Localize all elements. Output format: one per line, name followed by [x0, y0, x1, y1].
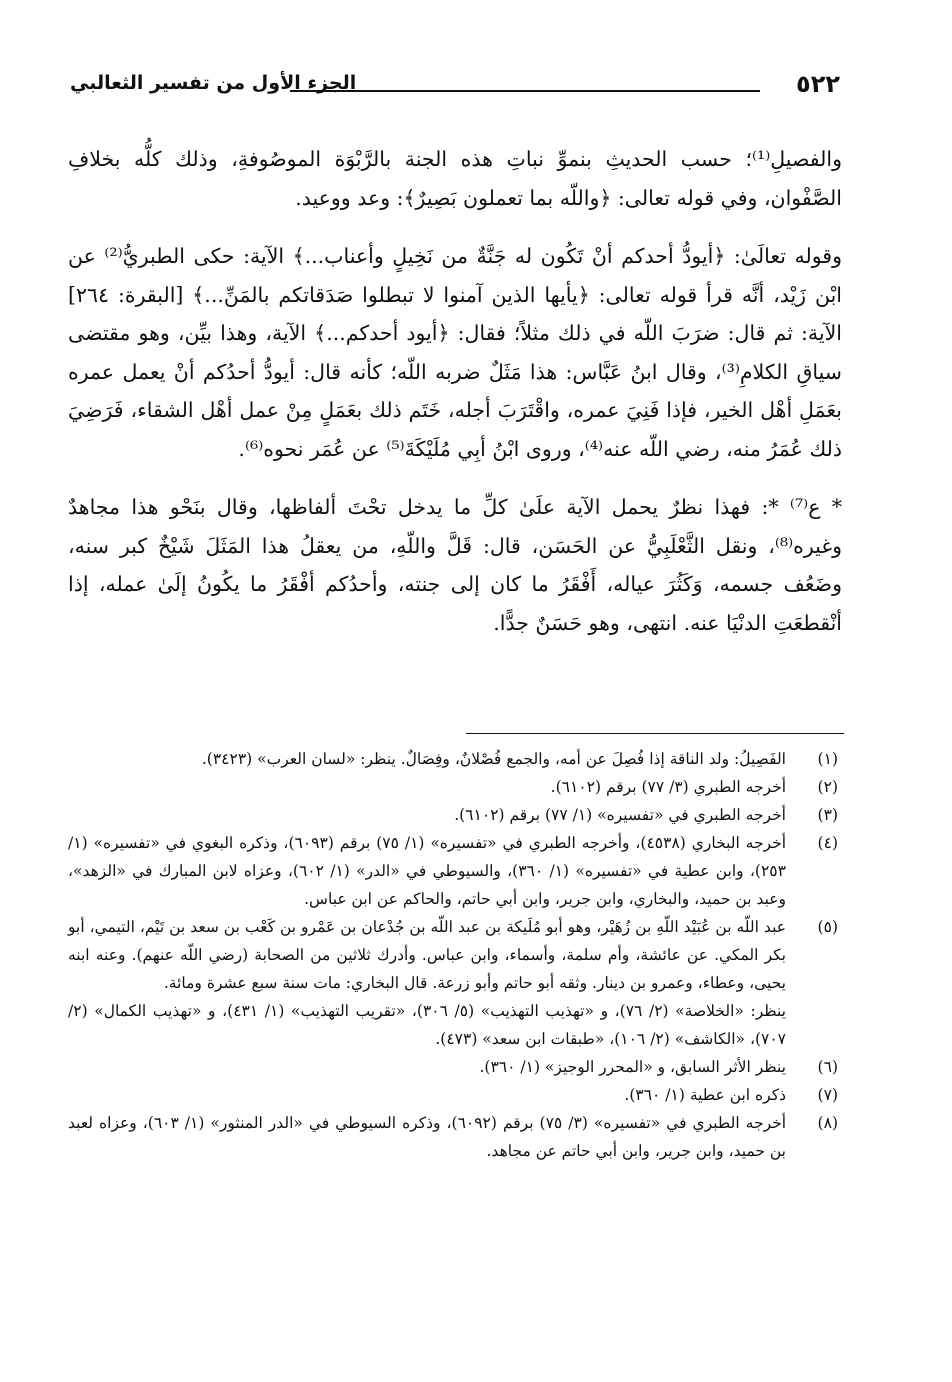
- footnote: [68, 773, 842, 801]
- main-text: [68, 140, 842, 642]
- footnote-text: الفَصِيلُ: ولد الناقة إذا فُصِلَ عن أمه، والجمع فُصْلانٌ، وفِصَالٌ. ينظر: «لسان العرب» (٣٤٢٣).: [201, 750, 786, 768]
- footnote: [68, 745, 842, 773]
- footnote-text: ينظر: «الخلاصة» (٢/ ٧٦)، و «تهذيب التهذيب» (٥/ ٣٠٦)، «تقريب التهذيب» (١/ ٤٣١)، و «تهذيب الكمال» (٢/ ٧٠٧)، «الكاشف» (٢/ ١٠٦)، «طبقات ابن سعد» (٤٧٣).: [68, 1002, 786, 1048]
- paragraph: والفصيلِ⁽¹⁾؛ حسب الحديثِ بنموِّ نباتِ هذه الجنة بالرَّبْوَة الموصُوفةِ، وذلك كلُّه بخلافِ الصَّفْوان، وفي قوله تعالى: ﴿واللّه بما تعملون بَصِيرٌ﴾: وعد ووعيد.: [68, 147, 842, 210]
- footnote-number: (٨): [817, 1114, 838, 1132]
- footnote: [68, 1081, 842, 1109]
- footnote-text: عبد اللّه بن عُبَيْد اللّهِ بن زُهَيْر، وهو أبو مُلَيكة بن عبد اللّه بن جُدْعان بن عَمْرو بن كَعْب بن سعد بن تَيْم، التيمي، أبو بكر المكي. عن عائشة، وأم سلمة، وأسماء، وابن عباس. وأدرك ثلاثين من الصحابة (رضي اللّه عنهم). وعنه ابنه يحيى، وعطاء، وعمرو بن دينار. وثقه أبو حاتم وأبو زرعة. قال البخاري: مات سنة سبع عشرة ومائة.: [68, 918, 786, 992]
- running-title: الجزء الأول من تفسير الثعالبي: [70, 72, 357, 94]
- footnote: [68, 1109, 842, 1165]
- footnote-number: (٢): [817, 778, 838, 796]
- page-number: ٥٢٢: [796, 70, 840, 98]
- page-header: [70, 70, 840, 110]
- footnote-text: أخرجه الطبري (٣/ ٧٧) برقم (٦١٠٢).: [550, 778, 786, 796]
- paragraph: وقوله تعالَىٰ: ﴿أيودُّ أحدكم أنْ تَكُون له جَنَّةٌ من نَخِيلٍ وأعناب...﴾ الآية: حكى الطبريُّ⁽²⁾ عن ابْن زَيْد، أنَّه قرأ قوله تعالى: ﴿يأيها الذين آمنوا لا تبطلوا صَدَقاتكم بالمَنِّ...﴾ [البقرة: ٢٦٤] الآية: ثم قال: ضرَبَ اللّه في ذلك مثلاً؛ فقال: ﴿أيود أحدكم...﴾ الآية، وهذا بيِّن، وهو مقتضى سياقِ الكلامِ⁽³⁾، وقال ابنُ عَبَّاس: هذا مَثَلٌ ضربه اللّه؛ كأنه قال: أيودُّ أحدُكم أنْ يعمل عمره بعَمَلِ أهْل الخير، فإذا فَنِيَ عمره، واقْتَرَبَ أجله، خَتَم ذلك بعَمَلٍ مِنْ عمل أهْل الشقاء، فَرَضِيَ ذلك عُمَرُ منه، رضي اللّه عنه⁽⁴⁾، وروى ابْنُ أبِي مُلَيْكَةَ⁽⁵⁾ عن عُمَر نحوه⁽⁶⁾.: [68, 244, 842, 461]
- footnote: [68, 1053, 842, 1081]
- footnote-number: (٧): [817, 1086, 838, 1104]
- footnote-number: (١): [817, 750, 838, 768]
- footnote-number: (٦): [817, 1058, 838, 1076]
- footnote: [68, 801, 842, 829]
- footnote-number: (٣): [817, 806, 838, 824]
- footnote-text: أخرجه الطبري في «تفسيره» (٣/ ٧٥) برقم (٦٠٩٢)، وذكره السيوطي في «الدر المنثور» (١/ ٦٠٣)، وعزاه لعبد بن حميد، وابن جرير، وابن أبي حاتم عن مجاهد.: [68, 1114, 787, 1160]
- footnote-text: أخرجه الطبري في «تفسيره» (١/ ٧٧) برقم (٦١٠٢).: [454, 806, 786, 824]
- footnote-number: (٥): [817, 918, 838, 936]
- footnote: [68, 913, 842, 1053]
- paragraph: * ع⁽⁷⁾ *: فهذا نظرٌ يحمل الآية علَىٰ كلِّ ما يدخل تحْتَ ألفاظها، وقال بنَحْو هذا مجاهدٌ وغيره⁽⁸⁾، ونقل الثَّعْلَبِيُّ عن الحَسَن، قال: قَلَّ واللّهِ، من يعقلُ هذا المَثَلَ شَيْخٌ كبر سنه، وضَعُف جسمه، وَكَثُرَ عياله، أَفْقَرُ ما كان إلى جنته، وأحدُكم أفْقَرُ ما يكُونُ إلَىٰ عمله، إذا أنْقطعَتِ الدنْيَا عنه. انتهى، وهو حَسَنٌ جدًّا.: [68, 495, 842, 635]
- footnote-number: (٤): [817, 834, 838, 852]
- header-rule: [290, 90, 760, 92]
- footnote-separator: [466, 733, 844, 734]
- footnote-text: أخرجه البخاري (٤٥٣٨)، وأخرجه الطبري في «تفسيره» (١/ ٧٥) برقم (٦٠٩٣)، وذكره البغوي في «تفسيره» (١/ ٢٥٣)، وابن عطية في «تفسيره» (١/ ٣٦٠)، والسيوطي في «الدر» (١/ ٦٠٢)، وعزاه لابن المبارك في «الزهد»، وعبد بن حميد، والبخاري، وابن جرير، وابن أبي حاتم، والحاكم عن ابن عباس.: [68, 834, 787, 908]
- footnote-text: ذكره ابن عطية (١/ ٣٦٠).: [624, 1086, 786, 1104]
- footnote-text: ينظر الأثر السابق، و «المحرر الوجيز» (١/ ٣٦٠).: [479, 1058, 786, 1076]
- footnotes: [68, 745, 842, 1165]
- footnote: [68, 829, 842, 913]
